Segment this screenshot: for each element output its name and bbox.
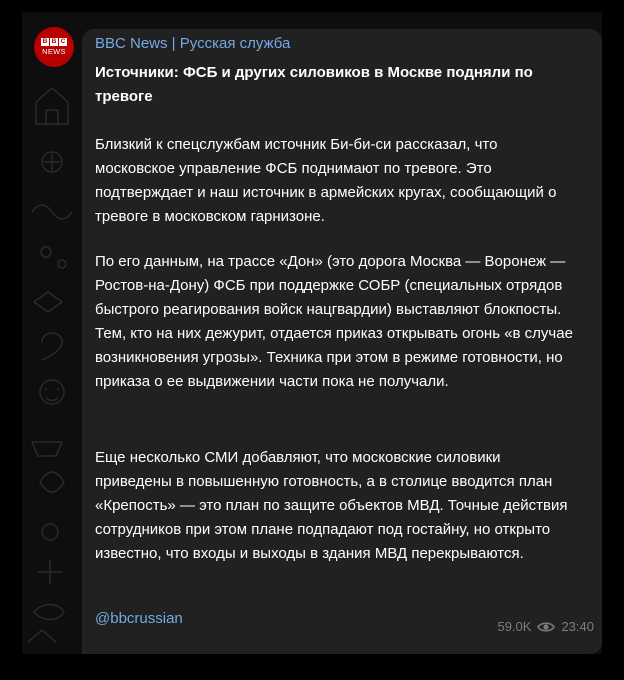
message-bubble [82, 29, 602, 654]
channel-name[interactable]: BBC News | Русская служба [95, 35, 291, 52]
bbc-logo-block: B [51, 38, 57, 45]
channel-avatar[interactable] [34, 27, 74, 67]
post-paragraph: Еще несколько СМИ добавляют, что московские силовики приведены в повышенную готовность, а в столице вводится план «Крепость» — это план по защите объектов МВД. Точные действия сотрудников при этом плане подпадают под гостайну, но открыто известно, что входы и выходы в здания МВД перекрываются. [95, 449, 568, 562]
post-title: Источники: ФСБ и других силовиков в Москве подняли по тревоге [95, 64, 533, 105]
bbc-logo-block: C [60, 38, 66, 45]
post-paragraph: Близкий к спецслужбам источник Би-би-си рассказал, что московское управление ФСБ поднимают по тревоге. Это подтверждает и наш источник в армейских кругах, сообщающий о тревоге в московском гарнизоне. [95, 136, 557, 225]
view-count: 59.0K [497, 619, 532, 634]
chat-window [22, 12, 602, 654]
post-paragraph: По его данным, на трассе «Дон» (это дорога Москва — Воронеж — Ростов-на-Дону) ФСБ при поддержке СОБР (специальных отрядов быстрого реагирования войск нацгвардии) выставляют блокпосты. Тем, кто на них дежурит, отдается приказ открывать огонь «в случае возникновения угрозы». Техника при этом в режиме готовности, но приказа о ее выдвижении части пока не получали. [95, 253, 573, 390]
signature-link[interactable]: @bbcrussian [95, 610, 183, 627]
avatar-caption: NEWS [42, 47, 66, 56]
message-meta [497, 619, 594, 634]
bbc-logo-icon [41, 38, 67, 46]
eye-icon [537, 621, 555, 633]
message-time: 23:40 [561, 619, 594, 634]
bbc-logo-block: B [42, 38, 48, 45]
